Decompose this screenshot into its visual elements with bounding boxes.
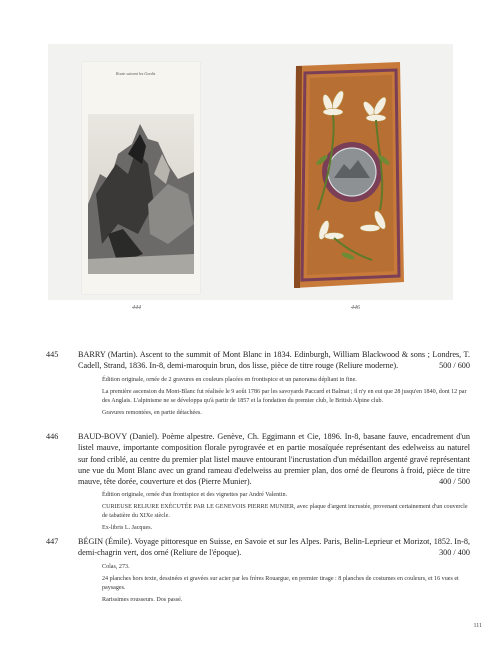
bound-book-446: [288, 60, 408, 290]
lot-estimate: 400 / 500: [439, 477, 470, 487]
lot-description: BARRY (Martin). Ascent to the summit of Mont Blanc in 1834. Edinburgh, William Blackwood & sons ; Londres, T. Cadell, Strand, 1836. In-8, demi-maroquin brun, dos lisse, pièce de titre rouge (Reliure moderne).: [78, 350, 470, 371]
lot-note: Gravures remontées, en partie détachées.: [102, 409, 202, 416]
figure-label-right: 446: [351, 305, 360, 311]
lot-note: Ex-libris L. Jacques.: [102, 525, 153, 532]
lot-note: La première ascension du Mont-Blanc fut réalisée le 9 août 1786 par les savoyards Paccard et Balmat ; il n'y en eut que 28 jusqu'en 1840, dont 12 par des Anglais. L'alpinisme ne se développa qu'à partir de 1857 et la fondation du premier club, le British Alpine club.: [102, 388, 467, 404]
plate-caption: Route suivant les Gordis: [116, 71, 156, 76]
lot-note: Édition originale, ornée de 2 gravures en couleurs placées en frontispice et un panorama dépliant in fine.: [102, 376, 357, 383]
lot-description: BAUD-BOVY (Daniel). Poème alpestre. Genève, Ch. Eggimann et Cie, 1896. In-8, basane fauve, encadrement d'un listel mauve, importante composition florale pyrogravée et en partie mosaïquée représentant des edelweiss au naturel sur fond criblé, au centre du premier plat listel mauve entourant l'incrustation d'un médaillon argenté gravé représentant une vue du Mont Blanc avec un grand rameau d'edelweiss au premier plan, dos orné de fleurons à froid, pièce de titre mauve, tête dorée, couverture et dos (Pierre Munier).: [78, 432, 470, 487]
mountain-engraving: [88, 84, 194, 274]
lot-note: Rarissimes rousseurs. Dos passé.: [102, 596, 183, 603]
lot-estimate: 500 / 600: [439, 361, 470, 371]
page-number: 111: [473, 623, 482, 629]
lot-number: 446: [46, 432, 59, 441]
engraving-plate-444: [82, 62, 200, 294]
lot-note: 24 planches hors texte, dessinées et gravées sur acier par les frères Rouargue, en premier tirage : 8 planches de costumes en couleurs, et 16 vues et paysages.: [102, 575, 459, 591]
lot-entry-445: [46, 349, 470, 421]
lot-note: Colas, 273.: [102, 563, 130, 570]
lot-notes: [102, 376, 470, 418]
lot-note: CURIEUSE RELIURE EXÉCUTÉE PAR LE GENEVOIS PIERRE MUNIER, avec plaque d'argent incrustée, provenant certainement d'un couvercle de tabatière du XIXe siècle.: [102, 504, 468, 520]
lot-description: BÉGIN (Émile). Voyage pittoresque en Suisse, en Savoie et sur les Alpes. Paris, Belin-Leprieur et Morizot, 1852. In-8, demi-chagrin vert, dos orné (Reliure de l'époque).: [78, 537, 470, 558]
lot-notes: [102, 491, 470, 533]
lot-number: 445: [46, 350, 59, 359]
lot-estimate: 300 / 400: [439, 548, 470, 558]
lot-entry-446: [46, 431, 470, 536]
lot-entry-447: [46, 536, 470, 608]
lot-notes: [102, 563, 470, 605]
lot-note: Édition originale, ornée d'un frontispice et des vignettes par André Valentin.: [102, 492, 288, 499]
figure-label-left: 444: [132, 305, 141, 311]
lot-number: 447: [46, 537, 59, 546]
